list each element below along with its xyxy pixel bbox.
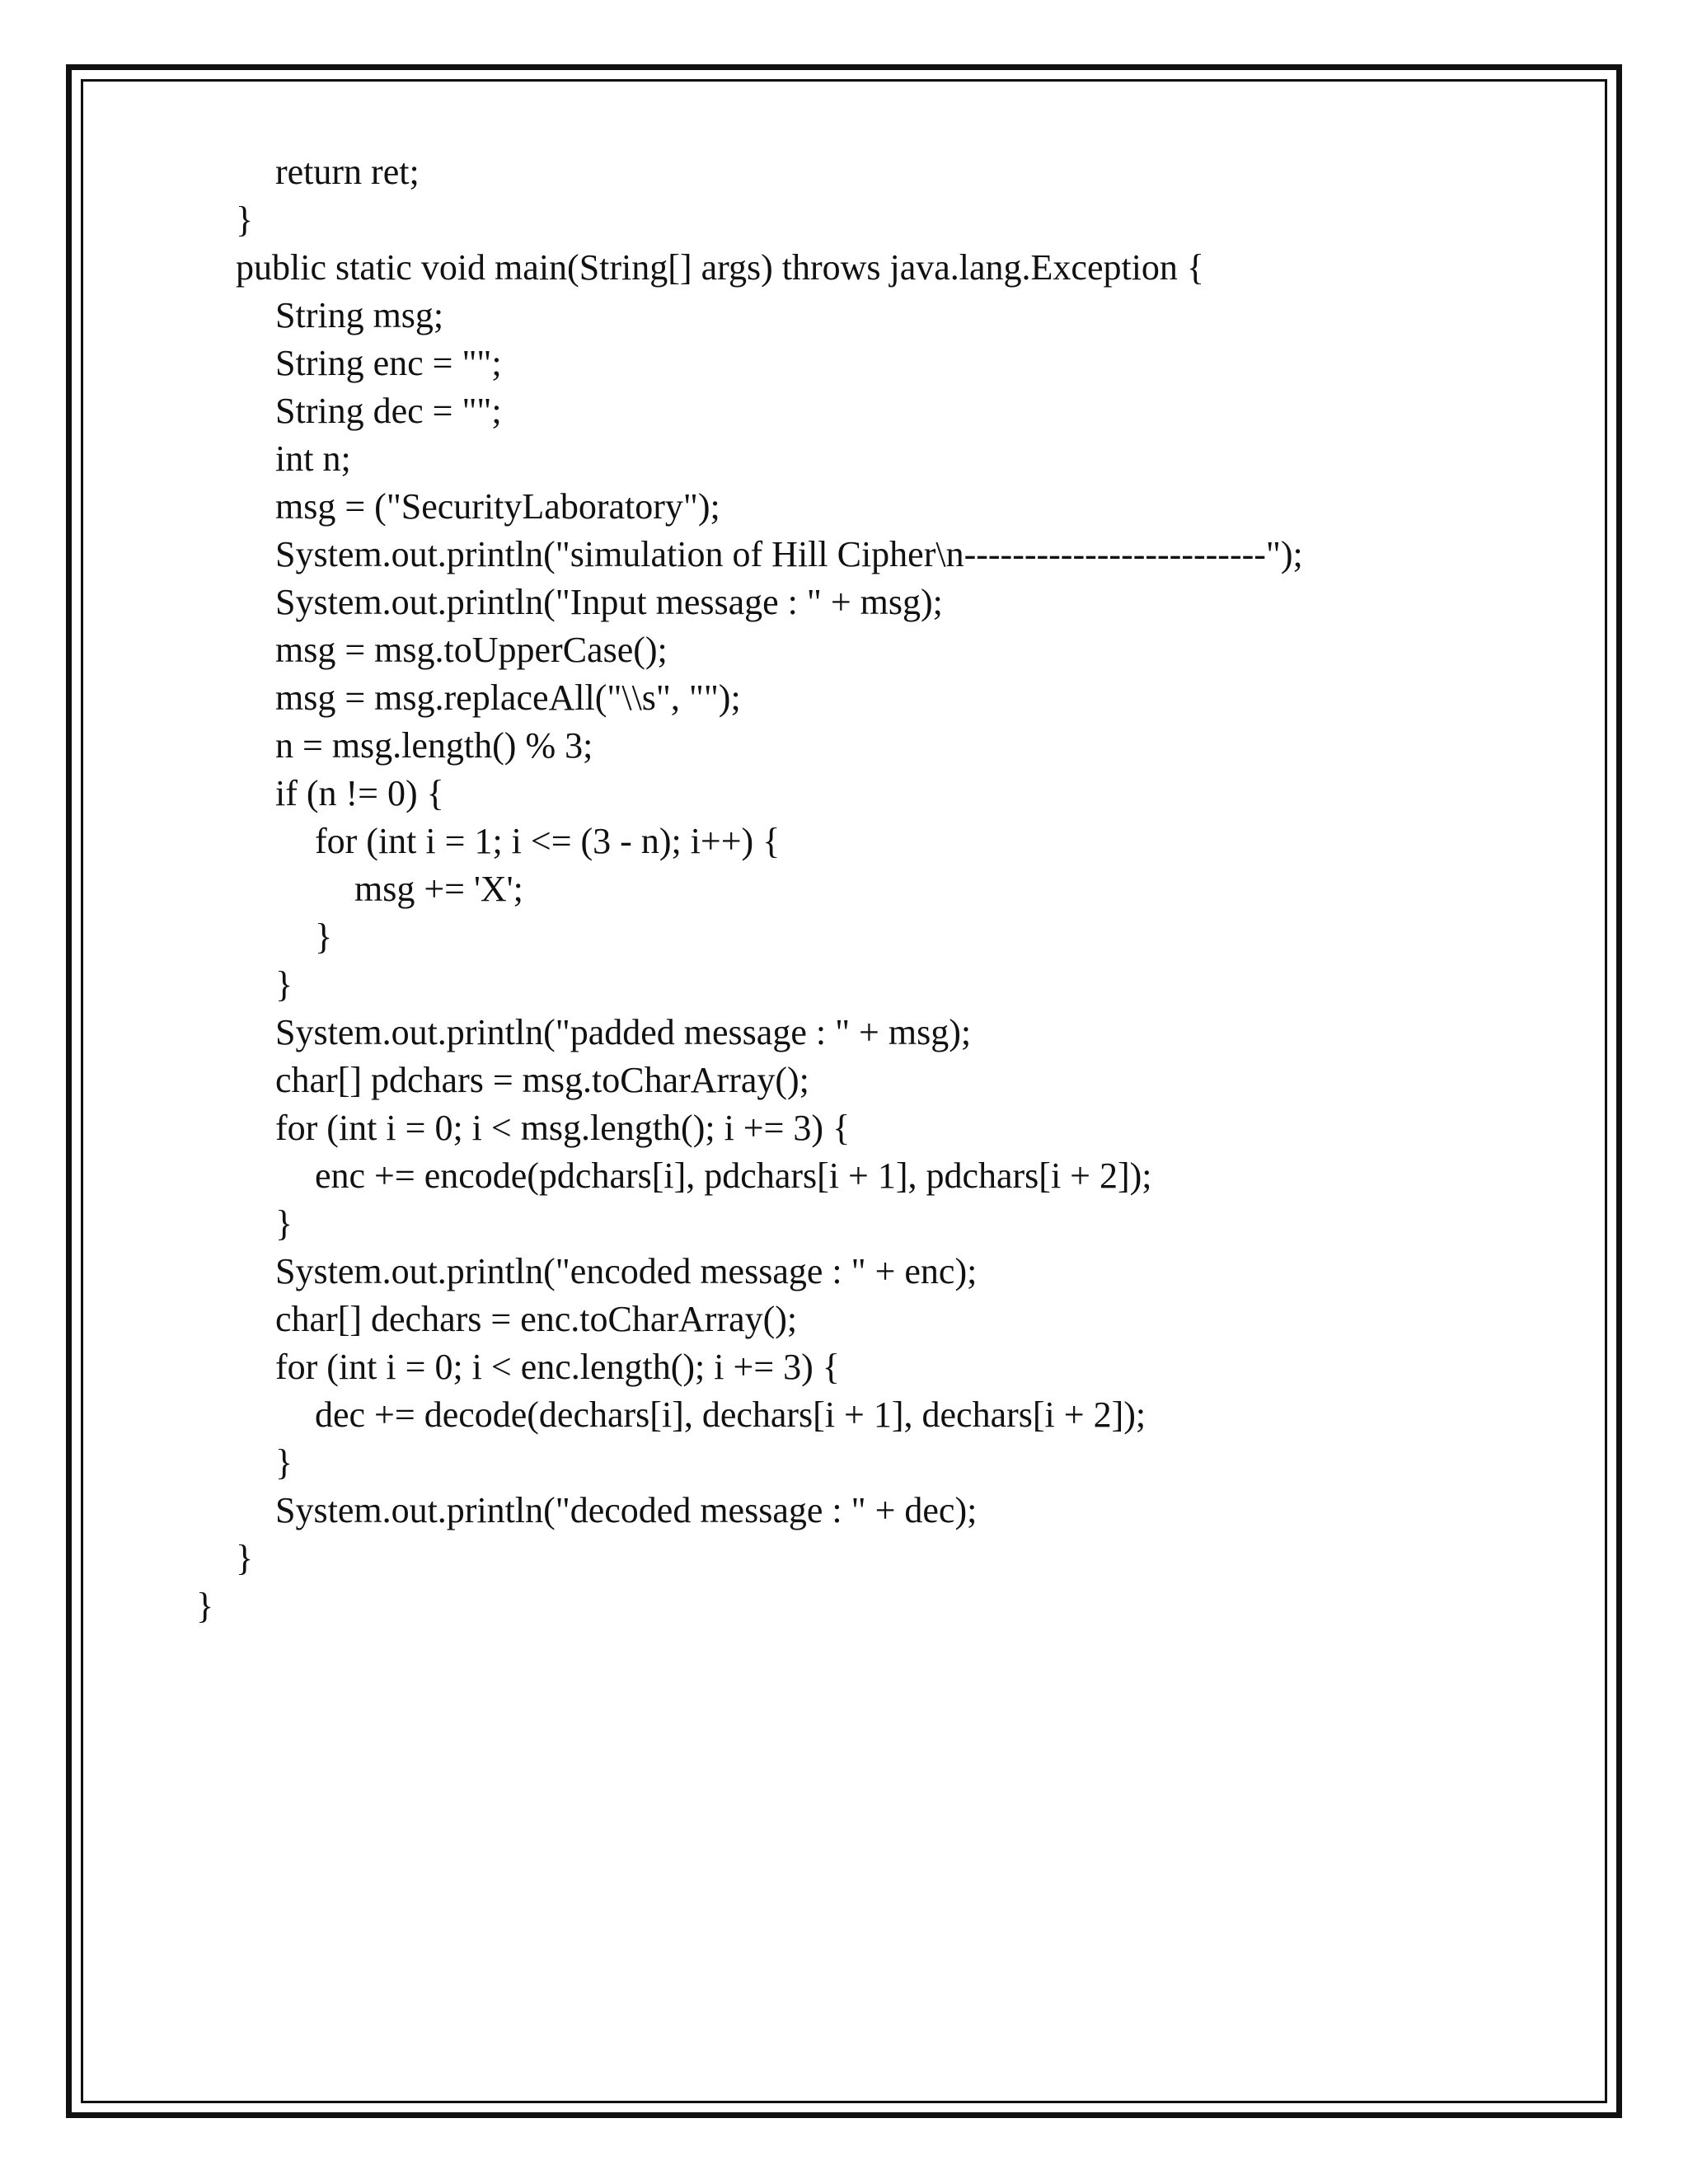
code-line: String dec = ""; xyxy=(275,391,502,431)
code-line: int n; xyxy=(275,438,351,479)
code-line: String msg; xyxy=(275,295,444,335)
code-line: for (int i = 0; i < msg.length(); i += 3) { xyxy=(275,1108,851,1148)
code-line: enc += encode(pdchars[i], pdchars[i + 1], pdchars[i + 2]); xyxy=(315,1155,1152,1196)
code-line: System.out.println("padded message : " + msg); xyxy=(275,1012,972,1052)
code-line: n = msg.length() % 3; xyxy=(275,725,593,766)
code-line: dec += decode(dechars[i], dechars[i + 1], dechars[i + 2]); xyxy=(315,1394,1146,1435)
code-line: System.out.println("simulation of Hill Cipher\n-------------------------"); xyxy=(275,534,1303,574)
code-line: } xyxy=(275,1203,293,1244)
code-line: System.out.println("decoded message : " + dec); xyxy=(275,1490,978,1530)
code-line: System.out.println("Input message : " + msg); xyxy=(275,582,943,622)
code-line: } xyxy=(315,916,333,957)
code-line: char[] pdchars = msg.toCharArray(); xyxy=(275,1060,809,1100)
code-line: if (n != 0) { xyxy=(275,773,444,813)
code-line: msg = ("SecurityLaboratory"); xyxy=(275,486,720,527)
code-line: } xyxy=(196,1586,214,1626)
code-line: for (int i = 1; i <= (3 - n); i++) { xyxy=(315,821,781,861)
code-line: } xyxy=(236,199,254,240)
code-line: } xyxy=(236,1538,254,1578)
code-line: msg = msg.replaceAll("\\s", ""); xyxy=(275,677,741,718)
code-line: for (int i = 0; i < enc.length(); i += 3) { xyxy=(275,1347,840,1387)
code-line: public static void main(String[] args) throws java.lang.Exception { xyxy=(236,247,1205,288)
code-line: } xyxy=(275,964,293,1005)
code-line: return ret; xyxy=(275,152,420,192)
code-line: msg += 'X'; xyxy=(354,869,523,909)
code-line: msg = msg.toUpperCase(); xyxy=(275,630,668,670)
code-line: } xyxy=(275,1442,293,1483)
code-line: char[] dechars = enc.toCharArray(); xyxy=(275,1299,798,1339)
code-line: String enc = ""; xyxy=(275,343,502,383)
code-line: System.out.println("encoded message : " + enc); xyxy=(275,1251,978,1291)
